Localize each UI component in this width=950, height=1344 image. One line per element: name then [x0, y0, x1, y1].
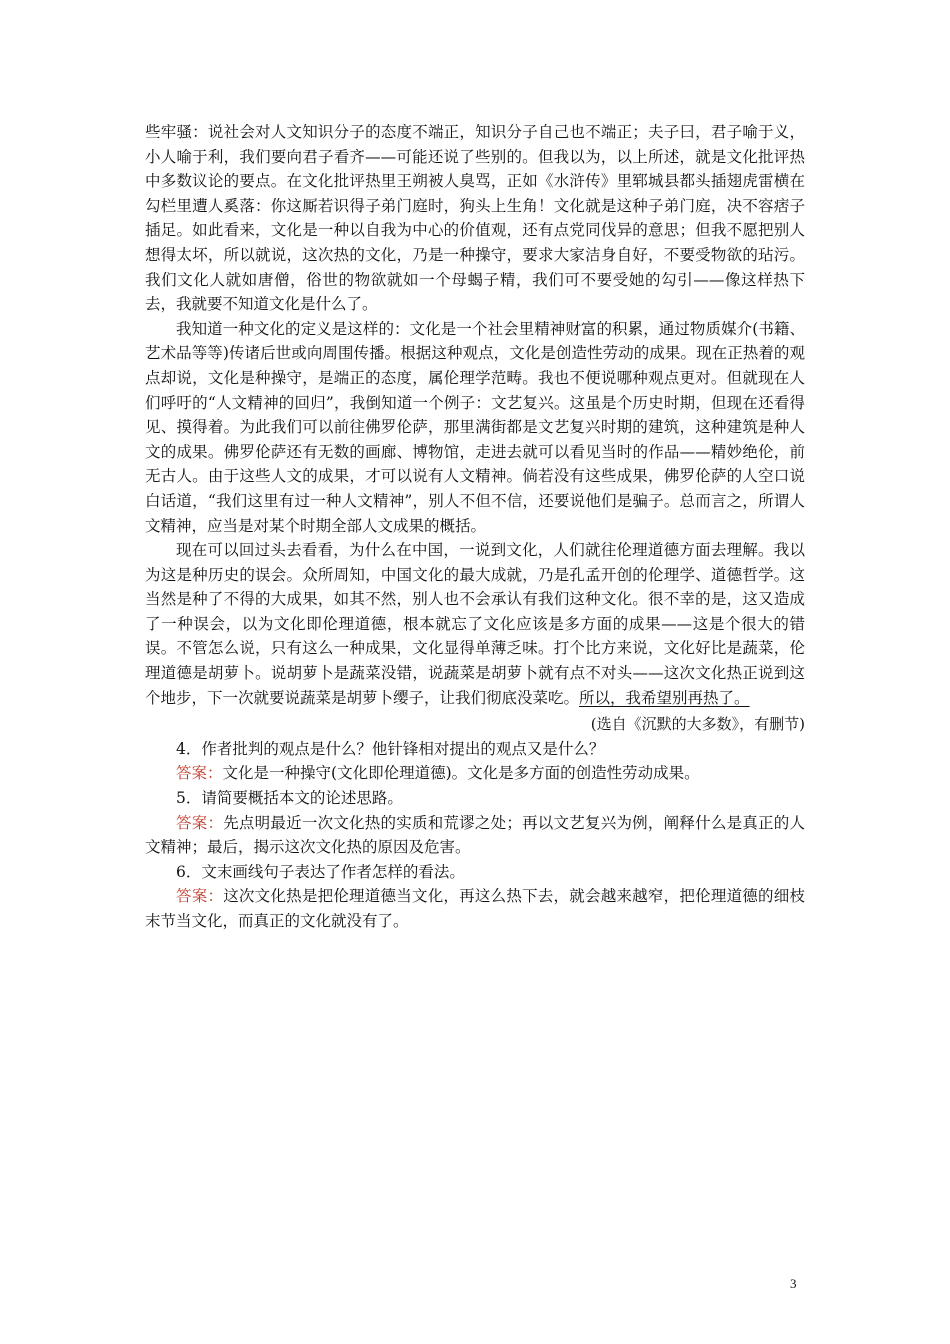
passage-paragraph-2: 我知道一种文化的定义是这样的：文化是一个社会里精神财富的积累，通过物质媒介(书籍、艺术品等等)传诸后世或向周围传播。根据这种观点，文化是创造性劳动的成果。现在正热着的观点却说，文化是种操守，是端正的态度，属伦理学范畴。我也不便说哪种观点更对。但就现在人们呼吁的“人文精神的回归”，我倒知道一个例子：文艺复兴。这虽是个历史时期，但现在还看得见、摸得着。为此我们可以前往佛罗伦萨，那里满街都是文艺复兴时期的建筑，这种建筑是种人文的成果。佛罗伦萨还有无数的画廊、博物馆，走进去就可以看见当时的作品——精妙绝伦，前无古人。由于这些人文的成果，才可以说有人文精神。倘若没有这些成果，佛罗伦萨的人空口说白话道，“我们这里有过一种人文精神”，别人不但不信，还要说他们是骗子。总而言之，所谓人文精神，应当是对某个时期全部人文成果的概括。: [145, 319, 805, 535]
passage-paragraph-1: 些牢骚：说社会对人文知识分子的态度不端正，知识分子自己也不端正；夫子曰，君子喻于义，小人喻于利，我们要向君子看齐——可能还说了些别的。但我以为，以上所述，就是文化批评热中多数议论的要点。在文化批评热里王朔被人臭骂，正如《水浒传》里郓城县都头插翅虎雷横在勾栏里遭人奚落：你这厮若识得子弟门庭时，狗头上生角！文化就是这种子弟门庭，决不容痞子插足。如此看来，文化是一种以自我为中心的价值观，还有点党同伐异的意思；但我不愿把别人想得太坏，所以就说，这次热的文化，乃是一种操守，要求大家洁身自好，不要受物欲的玷污。我们文化人就如唐僧，俗世的物欲就如一个母蝎子精，我们可不要受她的勾引——像这样热下去，我就要不知道文化是什么了。: [145, 123, 805, 314]
answer-label: 答案：: [176, 764, 223, 783]
answer-text: 文化是一种操守(文化即伦理道德)。文化是多方面的创造性劳动成果。: [222, 764, 700, 783]
passage-paragraph-3: [145, 538, 805, 710]
answer-text: 先点明最近一次文化热的实质和荒谬之处；再以文艺复兴为例，阐释什么是真正的人文精神；最后，揭示这次文化热的原因及危害。: [145, 813, 805, 857]
answer-label: 答案：: [176, 813, 224, 832]
passage-paragraph-3-text: 现在可以回过头去看看，为什么在中国，一说到文化，人们就往伦理道德方面去理解。我以为这是种历史的误会。众所周知，中国文化的最大成就，乃是孔孟开创的伦理学、道德哲学。这当然是种了不得的大成果，如其不然，别人也不会承认有我们这种文化。很不幸的是，这又造成了一种误会，以为文化即伦理道德，根本就忘了文化应该是多方面的成果——这是个很大的错误。不管怎么说，只有这么一种成果，文化显得单薄乏味。打个比方来说，文化好比是蔬菜，伦理道德是胡萝卜。说胡萝卜是蔬菜没错，说蔬菜是胡萝卜就有点不对头——这次文化热正说到这个地步，下一次就要说蔬菜是胡萝卜缨子，让我们彻底没菜吃。: [145, 541, 805, 707]
answer-label: 答案：: [176, 887, 224, 906]
source-citation: (选自《沉默的大多数》，有删节): [590, 715, 805, 734]
question-4: 4．作者批判的观点是什么？他针锋相对提出的观点又是什么？: [176, 739, 605, 758]
question-5: 5．请简要概括本文的论述思路。: [176, 789, 403, 808]
page-number: 3: [790, 1276, 797, 1291]
answer-5: [145, 811, 805, 860]
answer-4: [145, 761, 805, 786]
underlined-sentence: 所以，我希望别再热了。: [579, 688, 750, 707]
document-body: [145, 120, 805, 934]
answer-text: 这次文化热是把伦理道德当文化，再这么热下去，就会越来越窄，把伦理道德的细枝末节当文化，而真正的文化就没有了。: [145, 887, 805, 930]
question-6: 6．文末画线句子表达了作者怎样的看法。: [176, 862, 465, 881]
answer-6: [145, 884, 805, 933]
